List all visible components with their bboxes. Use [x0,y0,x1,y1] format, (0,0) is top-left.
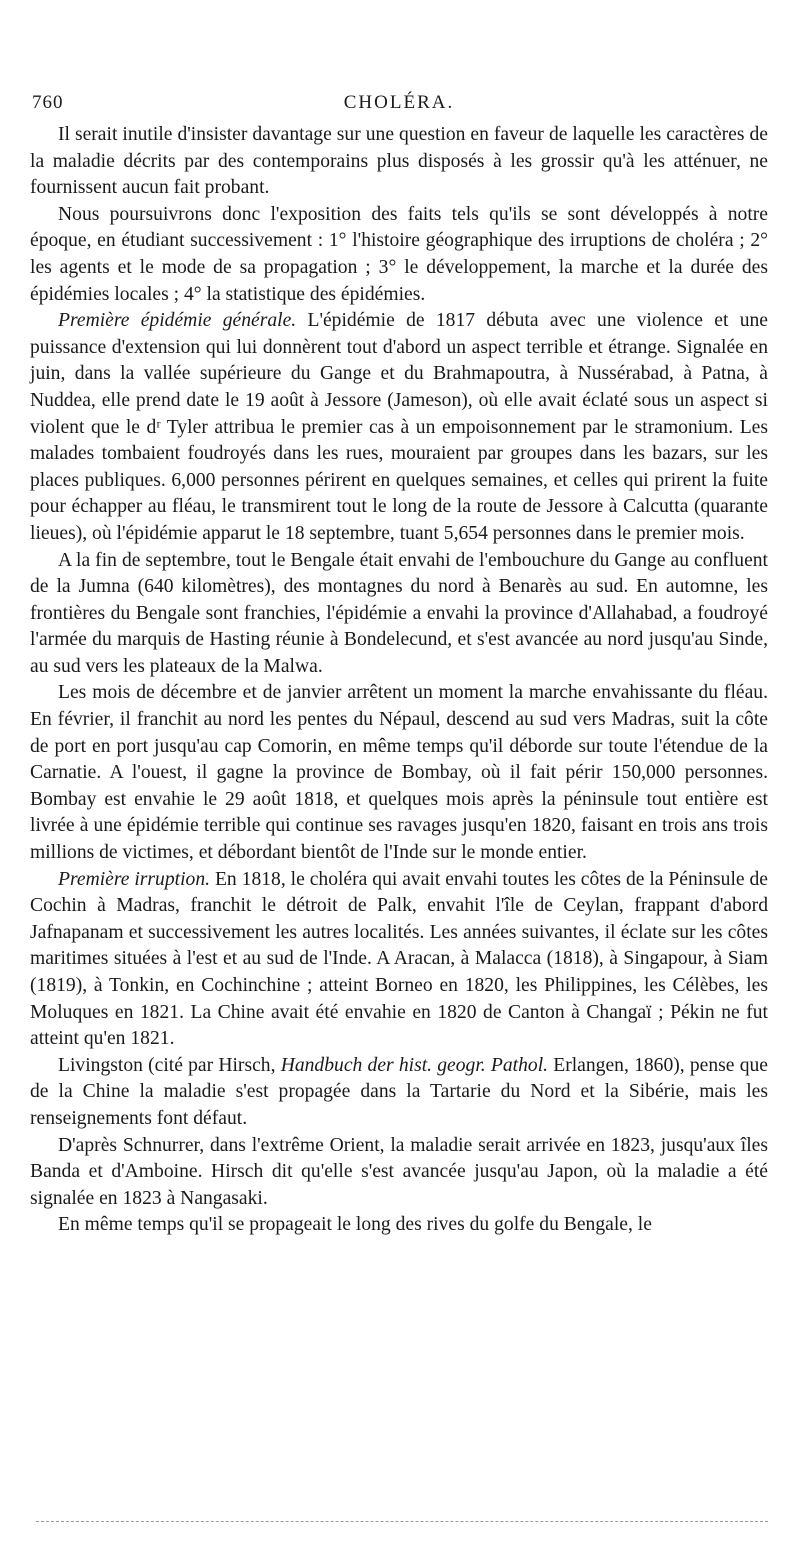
paragraph-6 [30,867,768,1053]
paragraph-5 [30,680,768,866]
page-number: 760 [32,92,64,113]
paragraph-text: En même temps qu'il se propageait le long des rives du golfe du Bengale, le [58,1214,652,1236]
section-heading-first-irruption: Première irruption. [58,868,211,890]
body-text [30,122,768,1239]
book-page [30,92,768,1239]
paragraph-text: L'épidémie de 1817 débuta avec une violence et une puissance d'extension qui lui donnèrent tout d'abord un aspect terrible et étrange. Signalée en juin, dans la vallée supérieure du Gange et du Brahmapoutra, à Nussérabad, à Patna, à Nuddea, elle prend date le 19 août à Jessore (Jameson), où elle avait éclaté sous un aspect si violent que le dʳ Tyler attribua le premier cas à un empoisonnement par le stramonium. Les malades tombaient foudroyés dans les rues, mouraient par groupes dans les bazars, sur les places publiques. 6,000 personnes périrent en quelques semaines, et celles qui prirent la fuite pour échapper au fléau, le transmirent tout le long de la route de Jessore à Calcutta (quarante lieues), où l'épidémie apparut le 18 septembre, tuant 5,654 personnes dans le premier mois. [30,310,768,544]
section-heading-first-epidemic: Première épidémie générale. [58,310,297,332]
paragraph-1 [30,122,768,202]
paragraph-text: Livingston (cité par Hirsch, [58,1054,281,1076]
running-title: CHOLÉRA. [343,92,455,113]
paragraph-7 [30,1053,768,1133]
paragraph-text: D'après Schnurrer, dans l'extrême Orient, la maladie serait arrivée en 1823, jusqu'aux îles Banda et d'Amboine. Hirsch dit qu'elle s'est avancée jusqu'au Japon, où la maladie a été signalée en 1823 à Nangasaki. [30,1134,768,1209]
paragraph-text: Nous poursuivrons donc l'exposition des faits tels qu'ils se sont développés à notre époque, en étudiant successivement : 1° l'histoire géographique des irruptions de choléra ; 2° les agents et le mode de sa propagation ; 3° le développement, la marche et la durée des épidémies locales ; 4° la statistique des épidémies. [30,203,768,305]
paragraph-9 [30,1212,768,1239]
paragraph-2 [30,202,768,308]
paragraph-8 [30,1133,768,1213]
paragraph-text: Il serait inutile d'insister davantage sur une question en faveur de laquelle les caractères de la maladie décrits par des contemporains plus disposés à les grossir qu'à les atténuer, ne fournissent aucun fait probant. [30,124,768,199]
paragraph-text: Les mois de décembre et de janvier arrêtent un moment la marche envahissante du fléau. En février, il franchit au nord les pentes du Népaul, descend au sud vers Madras, suit la côte de port en port jusqu'au cap Comorin, en même temps qu'il déborde sur toute l'étendue de la Carnatie. A l'ouest, il gagne la province de Bombay, où il fait périr 150,000 personnes. Bombay est envahie le 29 août 1818, et quelques mois après la péninsule tout entière est livrée à une épidémie terrible qui continue ses ravages jusqu'en 1820, faisant en trois ans trois millions de victimes, et débordant bientôt de l'Inde sur le monde entier. [30,682,768,864]
paragraph-text: A la fin de septembre, tout le Bengale était envahi de l'embouchure du Gange au confluent de la Jumna (640 kilomètres), des montagnes du nord à Benarès au sud. En automne, les frontières du Bengale sont franchies, l'épidémie a envahi la province d'Allahabad, a foudroyé l'armée du marquis de Hasting réunie à Bondelecund, et s'est avancée au nord jusqu'au Sinde, au sud vers les plateaux de la Malwa. [30,549,768,677]
paragraph-text-tail: Erlangen, 1860), pense que de la Chine la maladie s'est propagée dans la Tartarie du Nord et la Sibérie, mais les renseignements font défaut. [30,1054,768,1129]
paragraph-3 [30,308,768,547]
cited-work-title: Handbuch der hist. geogr. Pathol. [280,1054,549,1076]
running-head [30,92,768,122]
bottom-rule [36,1521,768,1522]
paragraph-4 [30,548,768,681]
paragraph-text: En 1818, le choléra qui avait envahi toutes les côtes de la Péninsule de Cochin à Madras, franchit le détroit de Palk, envahit l'île de Ceylan, frappant d'abord Jafnapanam et successivement les autres localités. Les années suivantes, il éclate sur les côtes maritimes situées à l'est et au sud de l'Inde. A Aracan, à Malacca (1818), à Singapour, à Siam (1819), à Tonkin, en Cochinchine ; atteint Borneo en 1820, les Philippines, les Célèbes, les Moluques en 1821. La Chine avait été envahie en 1820 de Canton à Changaï ; Pékin ne fut atteint qu'en 1821. [30,868,769,1050]
